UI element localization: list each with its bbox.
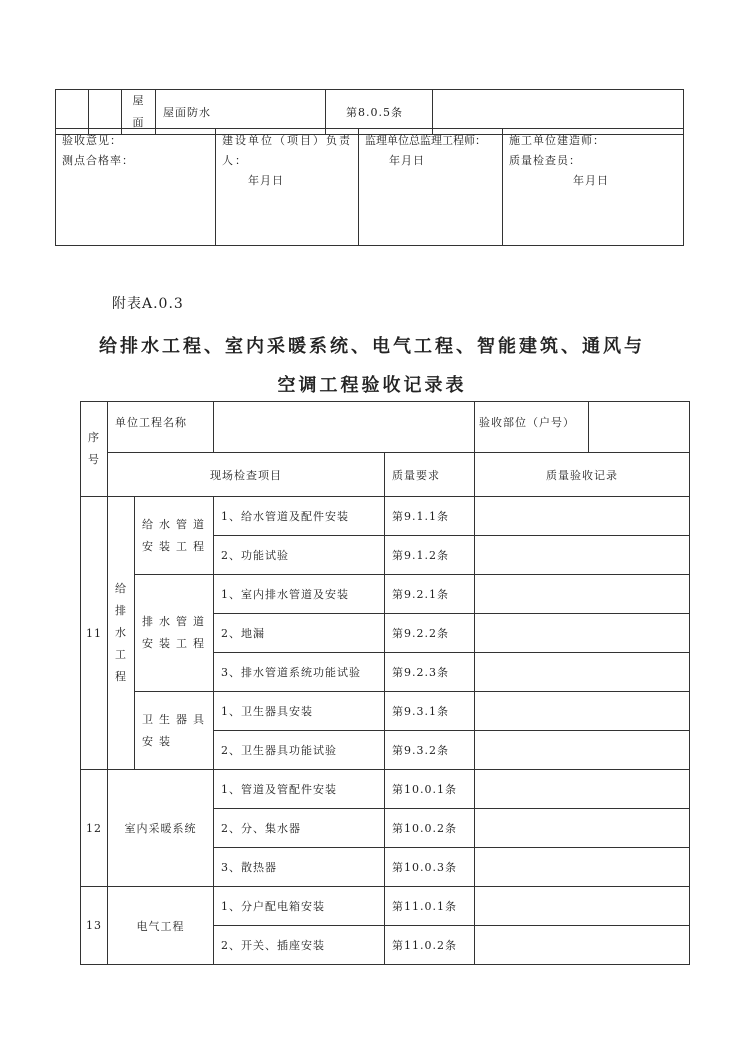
appendix-label: 附表A.0.3 bbox=[112, 296, 184, 312]
record-cell[interactable] bbox=[475, 848, 690, 887]
category-cell-plumbing bbox=[108, 497, 135, 770]
record-cell[interactable] bbox=[475, 497, 690, 536]
clause-cell: 第9.1.2条 bbox=[385, 536, 475, 575]
clause-cell: 第11.0.2条 bbox=[385, 926, 475, 965]
signature-table bbox=[55, 128, 684, 246]
record-cell[interactable] bbox=[475, 770, 690, 809]
supervisor-label: 监理单位总监理工程师： bbox=[365, 134, 486, 147]
clause-cell: 第9.3.2条 bbox=[385, 731, 475, 770]
project-name-label: 单位工程名称 bbox=[108, 402, 214, 453]
record-cell[interactable] bbox=[475, 614, 690, 653]
form-title-line-1: 给排水工程、室内采暖系统、电气工程、智能建筑、通风与 bbox=[99, 336, 645, 357]
owner-date: 年月日 bbox=[248, 174, 284, 187]
inspection-item: 1、分户配电箱安装 bbox=[214, 887, 385, 926]
record-cell[interactable] bbox=[475, 809, 690, 848]
supervisor-signature-cell[interactable] bbox=[359, 129, 503, 246]
seq-cell: 13 bbox=[81, 887, 108, 965]
clause-cell: 第9.3.1条 bbox=[385, 692, 475, 731]
clause-cell: 第11.0.1条 bbox=[385, 887, 475, 926]
category-label: 给排水工程 bbox=[115, 582, 127, 683]
item-cell-roof-waterproof: 屋面防水 bbox=[156, 90, 326, 135]
seq-cell: 12 bbox=[81, 770, 108, 887]
opinion-cell[interactable] bbox=[56, 129, 216, 246]
category-cell-electrical: 电气工程 bbox=[108, 887, 214, 965]
inspection-items-header: 现场检查项目 bbox=[108, 453, 385, 497]
group-cell: 排水管道安装工程 bbox=[135, 575, 214, 692]
form-title-line-2: 空调工程验收记录表 bbox=[277, 375, 467, 396]
inspection-item: 2、地漏 bbox=[214, 614, 385, 653]
contractor-date: 年月日 bbox=[573, 174, 609, 187]
seq-cell: 11 bbox=[81, 497, 108, 770]
clause-cell: 第9.2.2条 bbox=[385, 614, 475, 653]
group-cell: 卫生器具安装 bbox=[135, 692, 214, 770]
location-field[interactable] bbox=[589, 402, 690, 453]
owner-signature-cell[interactable] bbox=[216, 129, 359, 246]
clause-cell: 第10.0.3条 bbox=[385, 848, 475, 887]
inspection-item: 3、排水管道系统功能试验 bbox=[214, 653, 385, 692]
clause-cell: 第9.2.3条 bbox=[385, 653, 475, 692]
clause-cell: 第10.0.2条 bbox=[385, 809, 475, 848]
location-label: 验收部位（户号） bbox=[475, 402, 589, 453]
acceptance-record-table bbox=[80, 401, 690, 965]
opinion-label: 验收意见： bbox=[62, 134, 122, 147]
clause-cell: 第10.0.1条 bbox=[385, 770, 475, 809]
inspection-item: 2、卫生器具功能试验 bbox=[214, 731, 385, 770]
inspection-item: 2、功能试验 bbox=[214, 536, 385, 575]
record-cell[interactable] bbox=[475, 887, 690, 926]
record-cell[interactable] bbox=[475, 731, 690, 770]
record-cell[interactable] bbox=[475, 653, 690, 692]
inspection-item: 3、散热器 bbox=[214, 848, 385, 887]
quality-requirement-header: 质量要求 bbox=[385, 453, 475, 497]
record-cell[interactable] bbox=[475, 692, 690, 731]
clause-cell: 第9.1.1条 bbox=[385, 497, 475, 536]
contractor-label: 施工单位建造师： bbox=[509, 134, 605, 147]
owner-label: 建设单位（项目）负责人： bbox=[222, 134, 352, 167]
record-cell[interactable] bbox=[475, 575, 690, 614]
supervisor-date: 年月日 bbox=[389, 154, 425, 167]
category-cell-heating: 室内采暖系统 bbox=[108, 770, 214, 887]
record-cell[interactable] bbox=[475, 536, 690, 575]
inspector-label: 质量检查员： bbox=[509, 154, 581, 167]
contractor-signature-cell[interactable] bbox=[503, 129, 684, 246]
group-cell: 给水管道安装工程 bbox=[135, 497, 214, 575]
inspection-item: 1、室内排水管道及安装 bbox=[214, 575, 385, 614]
pass-rate-label: 测点合格率： bbox=[62, 154, 134, 167]
record-cell[interactable] bbox=[475, 926, 690, 965]
project-name-field[interactable] bbox=[214, 402, 475, 453]
inspection-item: 1、卫生器具安装 bbox=[214, 692, 385, 731]
inspection-item: 2、开关、插座安装 bbox=[214, 926, 385, 965]
inspection-item: 1、管道及管配件安装 bbox=[214, 770, 385, 809]
category-cell-roof: 屋面 bbox=[122, 90, 156, 135]
quality-record-header: 质量验收记录 bbox=[475, 453, 690, 497]
clause-cell: 第8.0.5条 bbox=[326, 90, 433, 135]
inspection-item: 2、分、集水器 bbox=[214, 809, 385, 848]
clause-cell: 第9.2.1条 bbox=[385, 575, 475, 614]
inspection-item: 1、给水管道及配件安装 bbox=[214, 497, 385, 536]
seq-header: 序号 bbox=[81, 402, 108, 497]
